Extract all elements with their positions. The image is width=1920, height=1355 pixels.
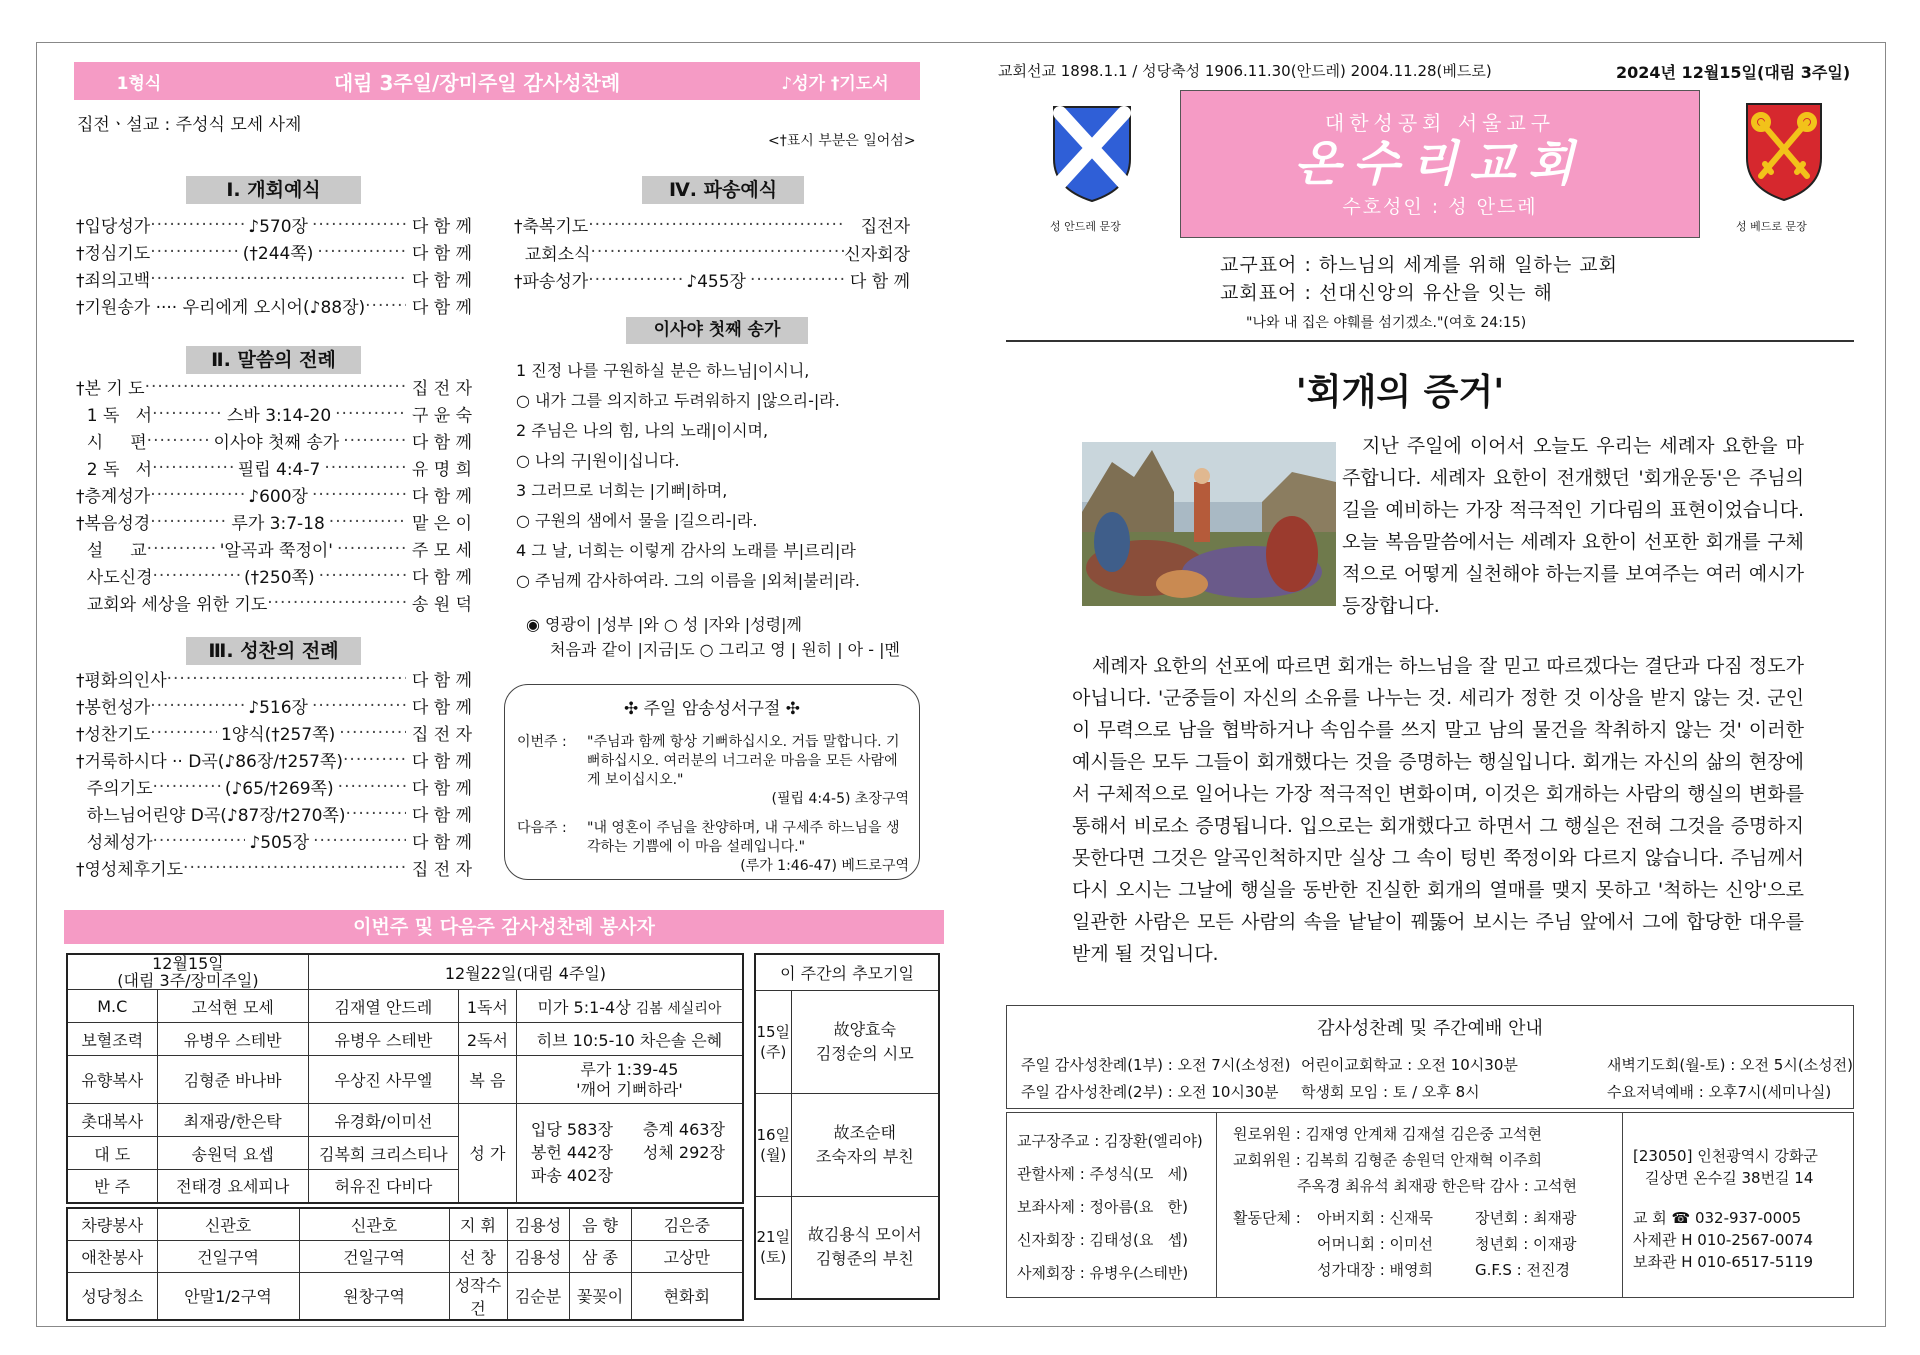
server-this: 유병우 스테반 [157,1023,308,1056]
liturgy-row [514,212,910,237]
memorial-date: 15일 (주) [755,990,791,1093]
worship-info-box [1006,1005,1854,1109]
server-this: 고석현 모세 [157,990,308,1023]
stand-note: <†표시 부분은 일어섬> [768,133,916,149]
duty-cell: 김순분 [507,1272,569,1320]
patron-saint: 수호성인 : 성 안드레 [1342,196,1538,218]
committee-line-1: 교회위원 : 김복희 김형준 송원덕 안재혁 이주희 [1233,1151,1542,1169]
section-eucharist-title: Ⅲ. 성찬의 전례 [186,637,361,665]
liturgy-leader: 다 함 께 [411,806,472,826]
memory-next-label: 다음주 : [517,820,567,836]
liturgy-leader: 다 함 께 [411,568,473,588]
liturgy-detail: ♪600장 [248,487,308,507]
role: M.C [67,990,157,1023]
liturgy-row [76,401,472,426]
canticle-line: ○ 구원의 샘에서 물을 |길으리-|라. [516,511,758,530]
liturgy-row [76,536,472,561]
memory-next-ref: (루가 1:46-47) 베드로구역 [740,858,909,874]
group-item: 성가대장 : 배영희 [1317,1261,1434,1279]
role: 유향복사 [67,1056,157,1104]
phone-church: 교 회 ☎ 032-937-0005 [1633,1209,1802,1227]
saltire-shield-icon [1050,103,1134,203]
leader-dots [150,696,244,716]
duty-cell: 음 향 [569,1208,631,1240]
church-title-box [1180,90,1700,238]
liturgy-item: 교회소식 [514,244,591,265]
memorial-title: 이 주간의 추모기일 [755,954,939,990]
leader-dots [338,777,406,797]
liturgy-item: 성체성가 [76,833,153,853]
liturgy-detail: 이사야 첫째 송가 [213,433,340,453]
worship-item: 주일 감사성찬례(1부) : 오전 7시(소성전) [1021,1056,1291,1074]
leader-dots [150,723,217,743]
server-this: 전태경 요세피나 [157,1170,308,1203]
server-this: 송원덕 요셉 [157,1137,308,1170]
server-this: 최재광/한은탁 [157,1104,308,1137]
liturgy-row [76,374,472,399]
duties-table [66,1207,744,1321]
liturgy-row [76,720,472,745]
liturgy-row [76,801,472,826]
leader-dots [313,831,406,851]
liturgy-item: †본 기 도 [76,379,145,399]
address-line-2: 길상면 온수길 38번길 14 [1645,1169,1814,1187]
activity-groups [1233,1205,1622,1283]
order-form: 1형식 [116,73,162,94]
reading-2: 히브 10:5-10 차은솔 은혜 [516,1023,743,1056]
liturgy-detail: (♪65/†269쪽) [224,779,334,799]
liturgy-item: †죄의고백 [76,271,151,291]
liturgy-row [76,239,472,264]
liturgy-detail: (†244쪽) [242,244,314,264]
liturgy-detail: 필립 4:4-7 [237,460,321,480]
address-line-1: [23050] 인천광역시 강화군 [1633,1147,1818,1165]
liturgy-leader: 다 함 께 [411,244,472,264]
liturgy-leader: 다 함 께 [411,298,472,318]
leader-dots [147,539,216,559]
leader-dots [150,242,239,262]
bulletin-date: 2024년 12월15일(대림 3주일) [1616,63,1851,82]
phone-rectory: 사제관 H 010-2567-0074 [1633,1231,1814,1249]
liturgy-item: †성찬기도 [76,725,151,745]
church-contact [1633,1145,1818,1273]
liturgy-item: †축복기도 [514,217,589,237]
duty-cell: 김용성 [507,1240,569,1272]
group-item: 아버지회 : 신재묵 [1317,1209,1434,1227]
officiant: 집전ㆍ설교 : 주성식 모세 사제 [77,115,302,135]
duty-cell: 성당청소 [67,1272,157,1320]
liturgy-leader: 다 함 께 [849,272,910,292]
section-dismissal-title: Ⅳ. 파송예식 [642,176,804,204]
article-title: '회개의 증거' [1295,372,1505,413]
group-label [1233,1257,1317,1283]
st-andrew-caption: 성 안드레 문장 [1050,220,1121,233]
liturgy-leader: 구 윤 숙 [411,406,473,426]
liturgy-item: †층계성가 [76,487,151,507]
duty-cell: 건일구역 [299,1240,449,1272]
liturgy-item: †정심기도 [76,244,151,264]
canticle-line: ○ 주님께 감사하여라. 그의 이름을 |외쳐|불러|라. [516,571,860,590]
reading-1: 미가 5:1-4상 김봄 세실리아 [516,990,743,1023]
servers-table [66,953,744,1204]
servers-bar: 이번주 및 다음주 감사성찬례 봉사자 [64,910,944,944]
st-peter-caption: 성 베드로 문장 [1736,220,1807,233]
liturgy-item: †봉헌성가 [76,698,151,718]
leader-dots [324,458,406,478]
liturgy-row [76,774,472,799]
clergy-item: 신자회장 : 김태성(요 셉) [1017,1231,1189,1249]
liturgy-detail: (†250쪽) [243,568,315,588]
memory-verse-title: ✣ 주일 암송성서구절 ✣ [623,699,801,719]
canticle-line: 1 진정 나를 구원하실 분은 하느님|이시니, [516,361,810,380]
leader-dots [317,242,406,262]
article-paragraph-2: 세례자 요한의 선포에 따르면 회개는 하느님을 잘 믿고 따르겠다는 결단과 다짐 정도가 아닙니다. '군중들이 자신의 소유를 나누는 것. 세리가 정한 것 이상을 받지 않는 것. 군인이 무력으로 남을 협박하거나 속임수를 쓰지 말고 남의 물건을 착취하지 않는 것' 이러한 예시들은 모두 그들이 회개했다는 것을 증명하는 행실입니다. 회개는 자신의 삶의 현장에서 구체적으로 일어나는 가장 적극적인 변화이며, 이것은 회개하는 사람의 행실의 변화를 통해서 비로소 증명됩니다. 입으로는 회개했다고 하면서 그 행실은 전혀 그것을 증명하지 못한다면 그것은 알곡인척하지만 실상 그 속이 텅빈 쭉정이와 다르지 않습니다. 주님께서 다시 오시는 그날에 행실을 동반한 진실한 회개의 열매를 맺지 못하고 '척하는 신앙'으로 일관한 사람은 모든 사람의 속을 낱낱이 꿰뚫어 보시는 주님 앞에서 그에 합당한 대우를 받게 될 것입니다. [1072,655,1804,965]
leader-dots [150,485,244,505]
role: 대 도 [67,1137,157,1170]
memory-this-text: "주님과 함께 항상 기뻐하십시오. 거듭 말합니다. 기뻐하십시오. 여러분의 너그러운 마음을 모든 사람에게 보이십시오." [587,734,900,788]
reading-label: 2독서 [458,1023,516,1056]
gloria [526,612,900,662]
liturgy-row [76,482,472,507]
leader-dots [312,485,406,505]
hymn-list: 입당 583장 층계 463장 봉헌 442장 성체 292장 파송 402장 [516,1104,743,1203]
group-label [1233,1231,1317,1257]
canticle-line: 2 주님은 나의 힘, 나의 노래|이시며, [516,421,769,440]
clergy-item: 사제회장 : 유병우(스테반) [1017,1264,1189,1282]
liturgy-row [76,590,472,615]
st-peter-emblem [1743,100,1825,202]
canticle-title: 이사야 첫째 송가 [626,317,808,344]
reading-label: 1독서 [458,990,516,1023]
memory-this-ref: (필립 4:4-5) 초장구역 [771,791,909,807]
liturgy-detail: '알곡과 쭉정이' [219,541,333,561]
leader-dots [153,777,221,797]
liturgy-leader: 다 함 께 [411,487,472,507]
leader-dots [588,215,844,235]
leader-dots [343,750,406,770]
leader-dots [329,512,406,532]
liturgy-item: †복음성경 [76,514,151,534]
group-item: 청년회 : 이재광 [1475,1235,1577,1253]
leader-dots [153,831,246,851]
liturgy-leader: 집 전 자 [411,379,472,399]
server-next: 우상진 사무엘 [308,1056,458,1104]
canticle-line: ○ 내가 그를 의지하고 두려워하지 |않으리-|라. [516,391,840,410]
duty-cell: 삼 종 [569,1240,631,1272]
liturgy-item: 하느님어린양 D곡(♪87장/†270쪽) [76,806,346,826]
motto-verse: "나와 내 집은 야훼를 섬기겠소."(여호 24:15) [1246,315,1527,331]
memorial-row [755,990,939,1093]
server-next: 허유진 다비다 [308,1170,458,1203]
order-legend: ♪성가 †기도서 [781,73,889,94]
canticle-line: 3 그러므로 너희는 |기뻐|하며, [516,481,728,500]
liturgy-leader: 다 함 께 [411,671,472,691]
memorial-name: 故조순태 조숙자의 부친 [791,1093,939,1196]
diocese-name: 대한성공회 서울교구 [1324,111,1556,135]
memorial-date: 21일 (토) [755,1196,791,1299]
clergy-item: 보좌사제 : 정아름(요 한) [1017,1198,1189,1216]
duty-cell: 꽃꽂이 [569,1272,631,1320]
leader-dots [335,404,406,424]
duty-cell: 고상만 [631,1240,743,1272]
worship-item: 수요저녁예배 : 오후7시(세미나실) [1607,1083,1832,1101]
liturgy-row [76,455,472,480]
canticle-lines [516,356,916,596]
liturgy-detail: ♪516장 [248,698,308,718]
liturgy-leader: 집 전 자 [411,860,472,880]
liturgy-item: 설 교 [76,541,147,561]
church-name: 온수리교회 [1294,136,1586,192]
role: 촛대복사 [67,1104,157,1137]
liturgy-detail: 루가 3:7-18 [231,514,325,534]
duty-cell: 지 휘 [449,1208,507,1240]
liturgy-leader: 집전자 [860,217,910,237]
liturgy-leader: 신자회장 [844,244,910,265]
leader-dots [343,431,406,451]
committee-line-2: 주옥경 최유석 최재광 한은탁 감사 : 고석현 [1297,1177,1577,1195]
leader-dots [183,858,406,878]
diocese-motto: 교구표어 : 하느님의 세계를 위해 일하는 교회 [1220,254,1619,276]
server-next: 김재열 안드레 [308,990,458,1023]
leader-dots [591,242,845,262]
duty-cell: 성작수건 [449,1272,507,1320]
header-divider [1006,340,1854,342]
duty-cell: 안말1/2구역 [157,1272,299,1320]
liturgy-detail: ♪455장 [686,272,746,292]
memory-this-label: 이번주 : [517,734,567,750]
liturgy-leader: 맡 은 이 [411,514,473,534]
liturgy-row [76,428,472,453]
liturgy-item: †평화의인사 [76,671,167,691]
leader-dots [167,669,406,689]
gloria-line-1: ◉ 영광이 |성부 |와 ○ 성 |자와 |성령|께 [526,615,802,634]
liturgy-row [76,212,472,237]
memorial-date: 16일 (월) [755,1093,791,1196]
liturgy-item: 교회와 세상을 위한 기도 [76,595,268,615]
leader-dots [312,215,406,235]
liturgy-item: †입당성가 [76,217,151,237]
canticle-line: 4 그 날, 너희는 이렇게 감사의 노래를 부|르리|라 [516,541,856,560]
liturgy-row [514,267,910,292]
duty-cell: 원창구역 [299,1272,449,1320]
liturgy-row [76,509,472,534]
gloria-line-2: 처음과 같이 |지금|도 ○ 그리고 영 | 원히 | 아 - |멘 [550,640,900,659]
duty-cell: 신관호 [157,1208,299,1240]
clergy-item: 관할사제 : 주성식(모 세) [1017,1165,1189,1183]
liturgy-leader: 집 전 자 [411,725,472,745]
server-this: 김형준 바나바 [157,1056,308,1104]
servers-date-1: 12월15일 (대림 3주/장미주일) [67,954,308,990]
liturgy-row [76,293,472,318]
liturgy-leader: 다 함 께 [411,698,472,718]
liturgy-leader: 유 명 희 [411,460,472,480]
memory-next-text: "내 영혼이 주님을 찬양하며, 내 구세주 하느님을 생각하는 기쁨에 이 마음 설레입니다." [587,820,900,855]
role: 보혈조력 [67,1023,157,1056]
server-next: 유경화/이미선 [308,1104,458,1137]
liturgy-detail: ♪505장 [249,833,310,853]
church-motto: 교회표어 : 선대신앙의 유산을 잇는 해 [1220,282,1553,304]
church-officers [1233,1113,1623,1297]
liturgy-leader: 다 함 께 [411,271,472,291]
leader-dots [147,431,210,451]
st-andrew-emblem [1050,103,1134,203]
canticle-line: ○ 나의 구|원이|십니다. [516,451,680,470]
memory-verse-box [504,684,920,880]
memorial-table [754,953,940,1300]
leader-dots [152,458,234,478]
liturgy-leader: 주 모 세 [411,541,472,561]
clergy-list [1007,1113,1217,1297]
role: 반 주 [67,1170,157,1203]
leader-dots [150,512,227,532]
section-word-title: Ⅱ. 말씀의 전례 [186,346,361,374]
server-next: 김복희 크리스티나 [308,1137,458,1170]
liturgy-leader: 다 함 께 [411,779,472,799]
servers-date-2: 12월22일(대림 4주일) [308,954,743,990]
leader-dots [145,377,406,397]
liturgy-row [76,266,472,291]
worship-item: 어린이교회학교 : 오전 10시30분 [1300,1056,1518,1074]
leader-dots [267,593,406,613]
group-item: 장년회 : 최재광 [1475,1209,1577,1227]
liturgy-detail: 1양식(†257쪽) [220,725,336,745]
liturgy-row [76,666,472,691]
duty-cell: 선 창 [449,1240,507,1272]
memorial-row [755,1196,939,1299]
liturgy-row [76,563,472,588]
hymn-label: 성 가 [458,1104,516,1203]
liturgy-item: 주의기도 [76,779,153,799]
leader-dots [365,296,406,316]
phone-assistant: 보좌관 H 010-6517-5119 [1633,1253,1814,1271]
duty-cell: 애찬봉사 [67,1240,157,1272]
memorial-name: 故양효숙 김정순의 시모 [791,990,939,1093]
liturgy-row [514,240,910,265]
leader-dots [588,270,682,290]
liturgy-leader: 다 함 께 [411,217,472,237]
order-header-bar [74,62,920,100]
memorial-name: 故김용식 모이서 김형준의 부친 [791,1196,939,1299]
worship-item: 새벽기도회(월-토) : 오전 5시(소성전) [1606,1056,1853,1074]
leader-dots [337,539,406,559]
server-next: 유병우 스테반 [308,1023,458,1056]
elders: 원로위원 : 김재영 안계채 김재설 김은중 고석현 [1233,1125,1542,1143]
liturgy-leader: 다 함 께 [411,752,472,772]
staff-box [1006,1112,1854,1298]
liturgy-leader: 다 함 께 [411,833,473,853]
leader-dots [319,566,406,586]
leader-dots [312,696,406,716]
group-label: 활동단체 : [1233,1209,1301,1227]
worship-info-title: 감사성찬례 및 주간예배 안내 [1317,1018,1543,1039]
duty-cell: 차량봉사 [67,1208,157,1240]
liturgy-detail: 스바 3:14-20 [226,406,332,426]
duty-cell: 김은중 [631,1208,743,1240]
founding-dates: 교회선교 1898.1.1 / 성당축성 1906.11.30(안드레) 2004.11.28(베드로) [998,62,1492,80]
liturgy-item: †기원송가 ···· 우리에게 오시어(♪88장) [76,298,366,318]
liturgy-row [76,747,472,772]
liturgy-item: 사도신경 [76,568,153,588]
leader-dots [153,566,240,586]
liturgy-leader: 다 함 께 [411,433,472,453]
liturgy-item: 2 독 서 [76,460,153,480]
order-title: 대림 3주일/장미주일 감사성찬례 [333,70,621,95]
leader-dots [150,215,244,235]
leader-dots [750,270,844,290]
crossed-keys-shield-icon [1743,100,1825,202]
group-item: G.F.S : 전진경 [1475,1261,1570,1279]
liturgy-item: †거룩하시다 ·· D곡(♪86장/†257쪽) [76,752,344,772]
leader-dots [152,404,223,424]
gospel-label: 복 음 [458,1056,516,1104]
section-opening-title: Ⅰ. 개회예식 [186,176,361,204]
worship-item: 주일 감사성찬례(2부) : 오전 10시30분 [1021,1083,1279,1101]
liturgy-detail: ♪570장 [248,217,308,237]
liturgy-row [76,828,472,853]
duty-cell: 김용성 [507,1208,569,1240]
duty-cell: 현화회 [631,1272,743,1320]
memorial-row [755,1093,939,1196]
leader-dots [346,804,406,824]
leader-dots [339,723,406,743]
liturgy-item: †파송성가 [514,272,589,292]
leader-dots [150,269,406,289]
liturgy-item: 1 독 서 [76,406,153,426]
worship-item: 학생회 모임 : 토 / 오후 8시 [1301,1083,1480,1101]
liturgy-row [76,855,472,880]
gospel: 루가 1:39-45 '깨어 기뻐하라' [516,1056,743,1104]
article-paragraph-1: 지난 주일에 이어서 오늘도 우리는 세례자 요한을 마주합니다. 세례자 요한이 전개했던 '회개운동'은 주님의 길을 예비하는 가장 적극적인 기다림의 표현이었습니다. 오늘 복음말씀에서는 세례자 요한이 선포한 회개를 구체적으로 어떻게 실천해야 하는지를 보여주는 여러 예시가 등장합니다. [1342,435,1804,617]
group-item: 어머니회 : 이미선 [1317,1235,1434,1253]
duty-cell: 신관호 [299,1208,449,1240]
liturgy-leader: 송 원 덕 [411,595,472,615]
liturgy-item: 시 편 [76,433,147,453]
liturgy-item: †영성체후기도 [76,860,184,880]
clergy-item: 교구장주교 : 김장환(엘리야) [1017,1132,1203,1150]
duty-cell: 건일구역 [157,1240,299,1272]
liturgy-row [76,693,472,718]
